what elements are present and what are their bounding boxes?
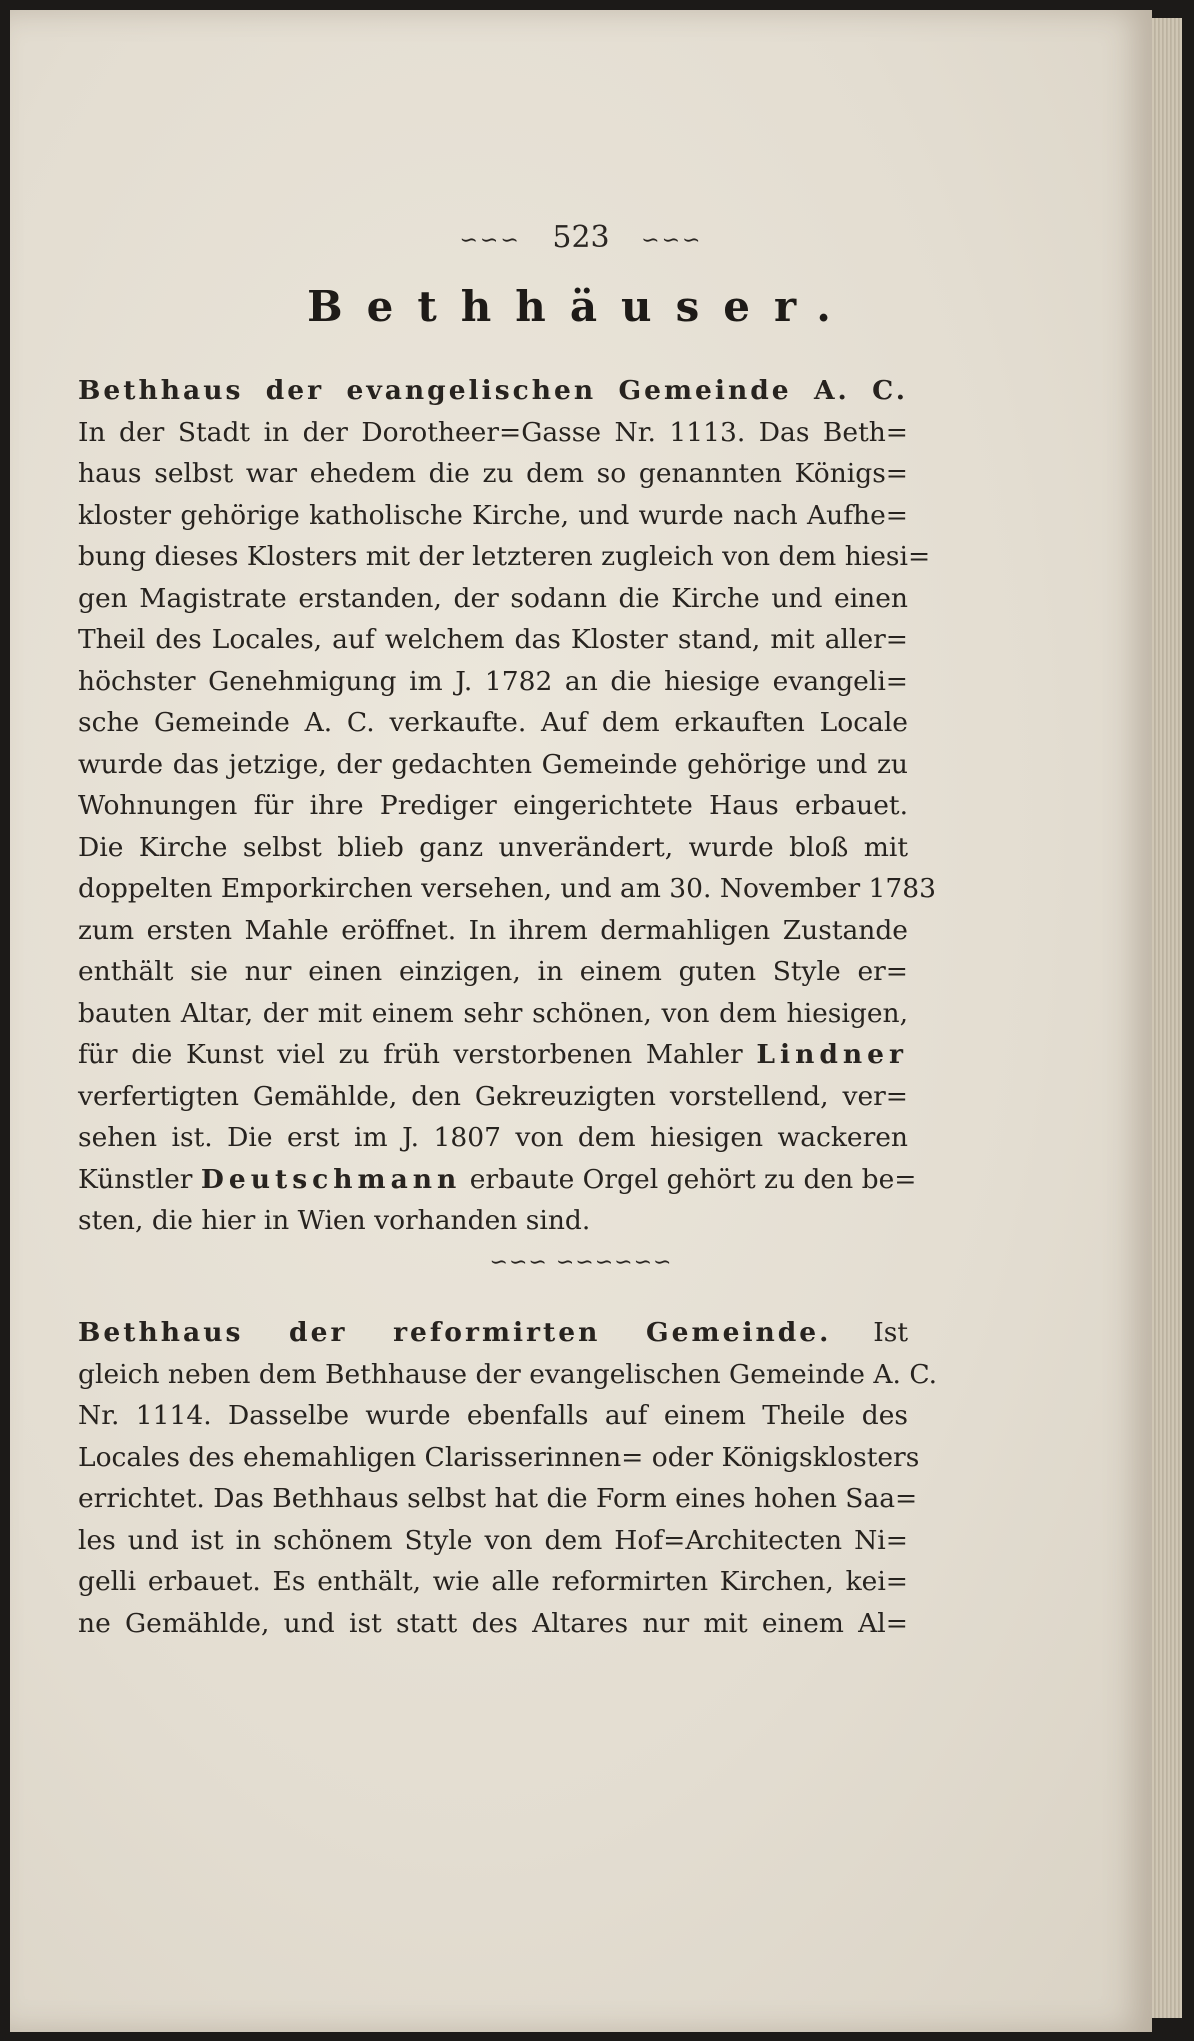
text-line-part: Ist: [873, 1317, 908, 1348]
text-line-lindner: [78, 1034, 908, 1076]
text-line-deutschmann: [78, 1159, 917, 1201]
text-line: zum ersten Mahle eröffnet. In ihrem dermahligen Zustande: [78, 914, 908, 946]
page-edges: [1152, 18, 1182, 2018]
book-page: [10, 10, 1152, 2032]
section-heading: Bethhaus der evangelischen Gemeinde A. C.: [78, 375, 908, 406]
text-line: ne Gemählde, und ist statt des Altares nur mit einem Al=: [78, 1607, 908, 1639]
page-header: [10, 220, 1152, 255]
text-line: gen Magistrate erstanden, der sodann die Kirche und einen: [78, 582, 908, 614]
text-line: sten, die hier in Wien vorhanden sind.: [78, 1205, 591, 1236]
text-line: Die Kirche selbst blieb ganz unverändert, wurde bloß mit: [78, 831, 908, 863]
text-line: haus selbst war ehedem die zu dem so genannten Königs=: [78, 458, 908, 489]
section-divider: ∽∽∽ ∽∽∽∽∽∽: [489, 1250, 673, 1275]
text-line-part: für die Kunst viel zu früh verstorbenen Mahler: [78, 1039, 743, 1070]
section-reformed: [78, 1312, 938, 1644]
text-line: sche Gemeinde A. C. verkaufte. Auf dem erkauften Locale: [78, 707, 908, 738]
text-line: bauten Altar, der mit einem sehr schönen, von dem hiesigen,: [78, 997, 908, 1029]
text-line: Nr. 1114. Dasselbe wurde ebenfalls auf einem Theile des: [78, 1400, 908, 1431]
organ-builder-name: Deutschmann: [200, 1163, 462, 1195]
page-number: 523: [552, 220, 610, 255]
text-line: gelli erbauet. Es enthält, wie alle reformirten Kirchen, kei=: [78, 1566, 908, 1597]
text-line: höchster Genehmigung im J. 1782 an die hiesige evangeli=: [78, 665, 908, 697]
painter-name: Lindner: [756, 1039, 908, 1070]
section-evangelical: [78, 370, 936, 1242]
text-line: verfertigten Gemählde, den Gekreuzigten vorstellend, ver=: [78, 1080, 908, 1112]
section-heading: Bethhaus der reformirten Gemeinde.: [78, 1317, 832, 1348]
ornament-right: ∽∽∽: [641, 228, 703, 253]
page-title: Bethhäuser.: [307, 282, 855, 331]
text-line: gleich neben dem Bethhause der evangelischen Gemeinde A. C.: [78, 1358, 938, 1390]
text-line: Locales des ehemahligen Clarisserinnen= oder Königsklosters: [78, 1441, 920, 1473]
text-line-part: erbaute Orgel gehört zu den be=: [469, 1163, 917, 1195]
text-line: kloster gehörige katholische Kirche, und wurde nach Aufhe=: [78, 499, 908, 531]
text-line: doppelten Emporkirchen versehen, und am 30. November 1783: [78, 873, 936, 904]
text-line: In der Stadt in der Dorotheer=Gasse Nr. 1113. Das Beth=: [78, 416, 908, 448]
text-line: bung dieses Klosters mit der letzteren zugleich von dem hiesi=: [78, 541, 931, 572]
text-line: sehen ist. Die erst im J. 1807 von dem hiesigen wackeren: [78, 1122, 908, 1153]
text-line: Theil des Locales, auf welchem das Kloster stand, mit aller=: [78, 624, 908, 655]
text-line: wurde das jetzige, der gedachten Gemeinde gehörige und zu: [78, 748, 908, 780]
text-line: errichtet. Das Bethhaus selbst hat die Form eines hohen Saa=: [78, 1483, 918, 1514]
heading-line: [78, 1312, 908, 1354]
ornament-left: ∽∽∽: [459, 228, 521, 253]
text-line: les und ist in schönem Style von dem Hof=Architecten Ni=: [78, 1524, 908, 1556]
text-line: enthält sie nur einen einzigen, in einem guten Style er=: [78, 956, 908, 987]
text-line-part: Künstler: [78, 1163, 193, 1195]
text-line: Wohnungen für ihre Prediger eingerichtete Haus erbauet.: [78, 790, 908, 821]
